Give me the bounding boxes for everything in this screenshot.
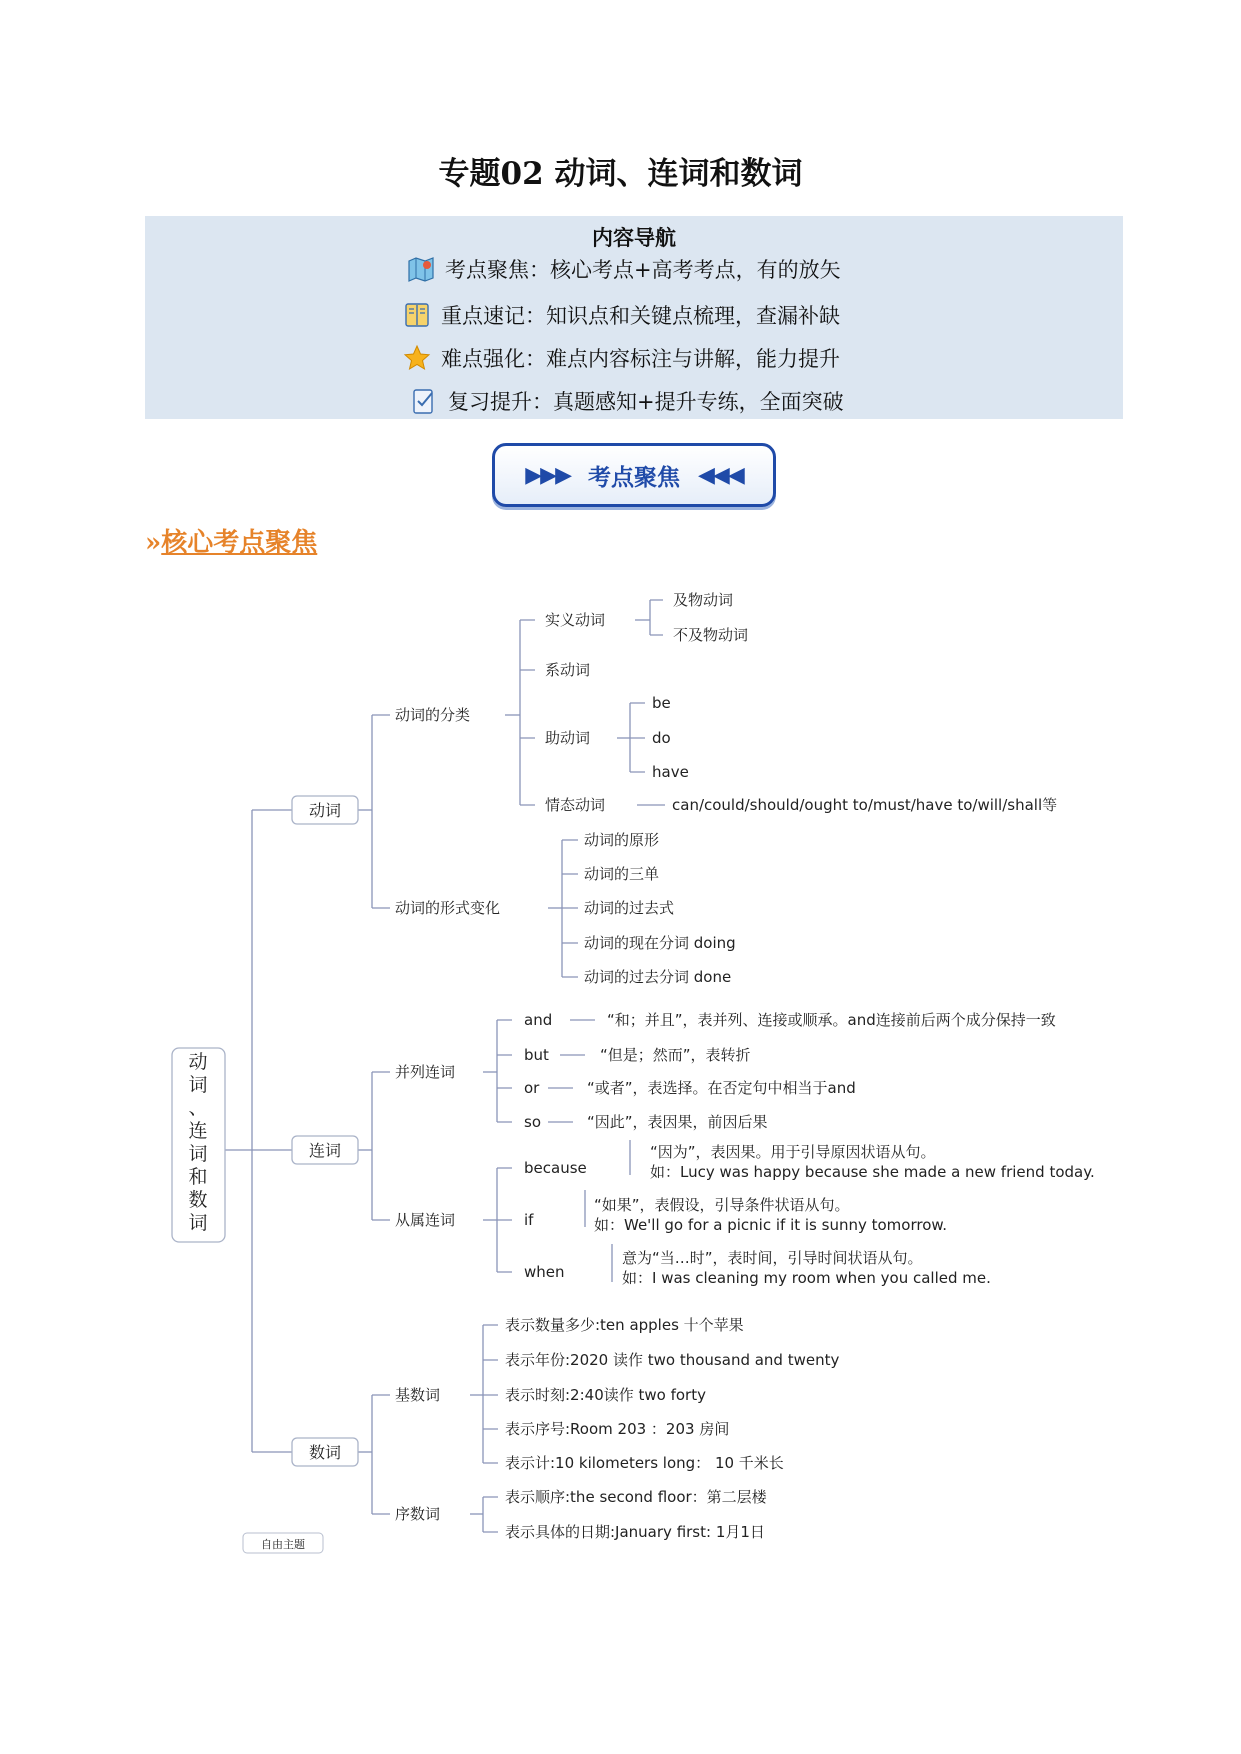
num-card-item: 表示年份:2020 读作 two thousand and twenty bbox=[505, 1351, 840, 1369]
conj-desc: “因此”，表因果，前因后果 bbox=[587, 1113, 768, 1131]
conj-sub-line2: 如：I was cleaning my room when you called me. bbox=[622, 1269, 991, 1287]
verb-zhu: 助动词 bbox=[545, 729, 591, 747]
num-ord-item: 表示具体的日期:January first: 1月1日 bbox=[505, 1523, 765, 1541]
verb-form-item: 动词的原形 bbox=[584, 831, 660, 849]
root-char: 词 bbox=[188, 1074, 208, 1096]
verb-forms: 动词的形式变化 bbox=[395, 899, 501, 917]
nav-item-text: 考点聚焦：核心考点+高考考点，有的放矢 bbox=[445, 258, 841, 282]
conj-word: or bbox=[524, 1079, 540, 1097]
verb-label: 动词 bbox=[308, 801, 342, 820]
banner-title: 考点聚焦 bbox=[588, 464, 680, 491]
nav-item-text: 复习提升：真题感知+提升专练，全面突破 bbox=[448, 390, 844, 414]
verb-zhu-item: have bbox=[652, 763, 689, 781]
verb-bujiwu: 不及物动词 bbox=[673, 626, 749, 644]
conj-desc: “但是；然而”，表转折 bbox=[600, 1046, 751, 1064]
conj-word: so bbox=[524, 1113, 541, 1131]
page-title: 专题02 动词、连词和数词 bbox=[438, 156, 803, 192]
double-chevron-icon: » bbox=[145, 528, 162, 558]
verb-qingtai: 情态动词 bbox=[545, 796, 606, 814]
verb-shiyi: 实义动词 bbox=[545, 611, 606, 629]
root-char: 词 bbox=[188, 1143, 208, 1165]
conj-desc: “或者”，表选择。在否定句中相当于and bbox=[587, 1079, 856, 1097]
verb-jiwu: 及物动词 bbox=[673, 591, 734, 609]
num-card-item: 表示计:10 kilometers long： 10 千米长 bbox=[505, 1454, 784, 1472]
conj-sub-line1: “因为”，表因果。用于引导原因状语从句。 bbox=[650, 1143, 936, 1161]
conj-label: 连词 bbox=[308, 1141, 342, 1160]
verb-form-item: 动词的三单 bbox=[584, 865, 660, 883]
verb-form-item: 动词的过去分词 done bbox=[584, 968, 732, 986]
root-char: 数 bbox=[188, 1189, 208, 1211]
num-card: 基数词 bbox=[395, 1386, 441, 1404]
root-char: 和 bbox=[188, 1166, 208, 1188]
conj-sub-word: if bbox=[524, 1211, 534, 1229]
nav-heading: 内容导航 bbox=[592, 225, 676, 250]
num-card-item: 表示序号:Room 203 ：203 房间 bbox=[505, 1420, 730, 1438]
conj-sub-line2: 如：We'll go for a picnic if it is sunny tomorrow. bbox=[594, 1216, 948, 1234]
verb-form-item: 动词的现在分词 doing bbox=[584, 934, 736, 952]
verb-form-item: 动词的过去式 bbox=[584, 899, 675, 917]
left-arrows-icon: ◀◀◀ bbox=[698, 462, 743, 488]
nav-item-text: 重点速记：知识点和关键点梳理，查漏补缺 bbox=[441, 304, 840, 328]
root-char: 连 bbox=[188, 1120, 208, 1142]
free-topic-label: 自由主题 bbox=[261, 1538, 305, 1551]
conj-desc: “和；并且”，表并列、连接或顺承。and连接前后两个成分保持一致 bbox=[607, 1011, 1056, 1029]
verb-qingtai-items: can/could/should/ought to/must/have to/will/shall等 bbox=[672, 796, 1058, 814]
conj-word: and bbox=[524, 1011, 553, 1029]
conj-sub-word: because bbox=[524, 1159, 587, 1177]
num-card-item: 表示数量多少:ten apples 十个苹果 bbox=[505, 1316, 744, 1334]
verb-zhu-item: do bbox=[652, 729, 671, 747]
root-char: 词 bbox=[188, 1212, 208, 1234]
conj-word: but bbox=[524, 1046, 549, 1064]
root-char: 动 bbox=[188, 1051, 208, 1073]
verb-classify: 动词的分类 bbox=[395, 706, 471, 724]
section-label: 核心考点聚焦 bbox=[161, 528, 318, 558]
right-arrows-icon: ▶▶▶ bbox=[525, 462, 570, 488]
conj-sub-line1: 意为“当…时”，表时间，引导时间状语从句。 bbox=[622, 1249, 923, 1267]
num-card-item: 表示时刻:2:40读作 two forty bbox=[505, 1386, 706, 1404]
num-ord: 序数词 bbox=[395, 1505, 441, 1523]
conj-sub: 从属连词 bbox=[395, 1211, 456, 1229]
conj-sub-line1: “如果”，表假设，引导条件状语从句。 bbox=[594, 1196, 850, 1214]
conj-coord: 并列连词 bbox=[395, 1063, 456, 1081]
num-ord-item: 表示顺序:the second floor：第二层楼 bbox=[505, 1488, 767, 1506]
verb-xi: 系动词 bbox=[545, 661, 591, 679]
root-char: 、 bbox=[188, 1097, 208, 1119]
num-label: 数词 bbox=[308, 1443, 342, 1462]
verb-zhu-item: be bbox=[652, 694, 671, 712]
conj-sub-word: when bbox=[524, 1263, 565, 1281]
nav-item-text: 难点强化：难点内容标注与讲解，能力提升 bbox=[441, 347, 840, 371]
conj-sub-line2: 如：Lucy was happy because she made a new friend today. bbox=[650, 1163, 1095, 1181]
